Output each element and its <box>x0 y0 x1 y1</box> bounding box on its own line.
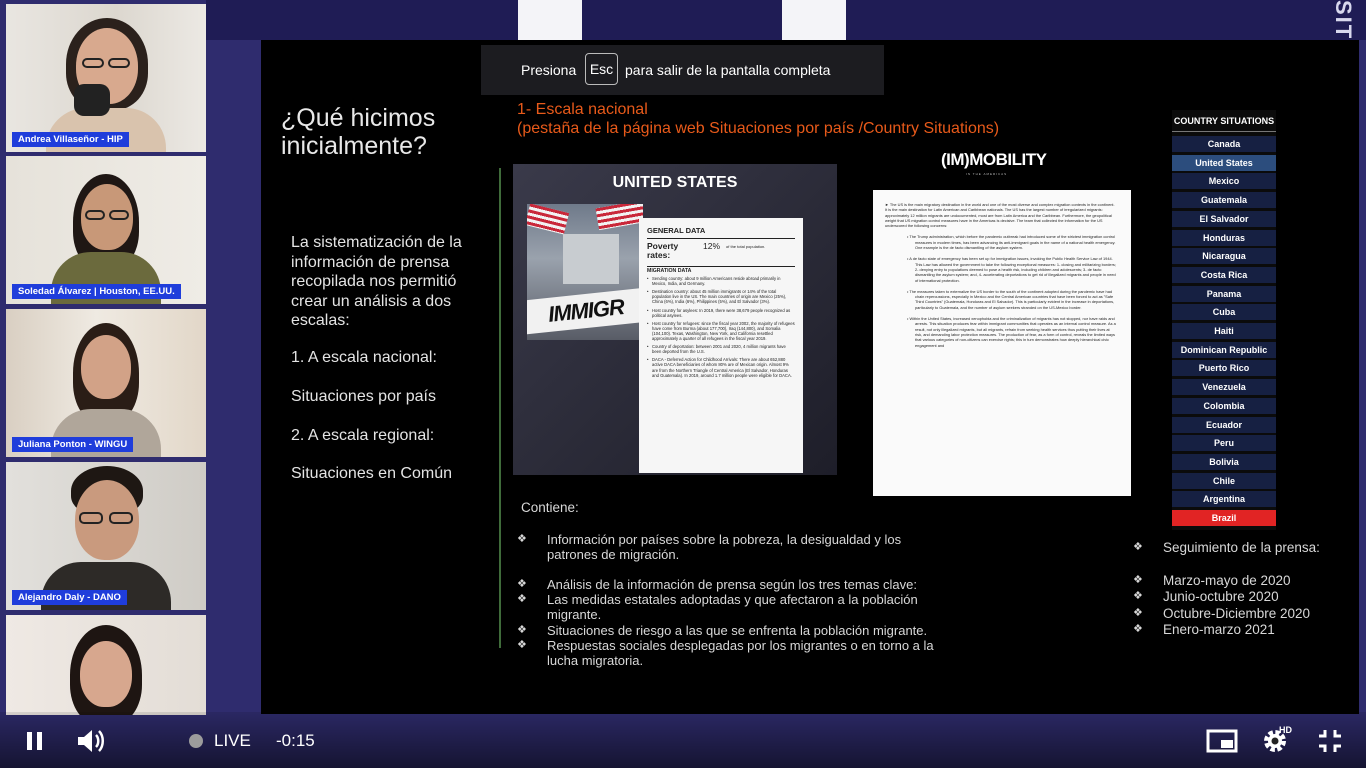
player-controls <box>0 712 1366 768</box>
contiene-list <box>517 532 977 672</box>
participant-tile[interactable] <box>6 309 206 457</box>
country-situations-panel <box>1172 110 1276 530</box>
country-item: United States <box>1172 155 1276 172</box>
volume-icon[interactable] <box>76 728 106 754</box>
live-indicator-dot <box>189 734 203 748</box>
country-item: El Salvador <box>1172 211 1276 228</box>
participant-name: Alejandro Daly - DANO <box>12 590 127 605</box>
migration-data-heading: MIGRATION DATA <box>647 266 795 274</box>
presentation-slide <box>261 40 1359 714</box>
country-item: Haiti <box>1172 323 1276 340</box>
list-item: • Host country for asylees: In 2019, there were 38,679 people recognized as political asylees. <box>647 308 795 318</box>
slide-title: ¿Qué hicimos inicialmente? <box>281 104 436 160</box>
hint-text-before: Presiona <box>521 62 577 78</box>
bullet-icon: ❖ <box>1133 574 1143 586</box>
list-item: Marzo-mayo de 2020 <box>1163 573 1291 588</box>
protest-banner: IMMIGR <box>527 287 643 334</box>
country-item: Guatemala <box>1172 192 1276 209</box>
country-item: Peru <box>1172 435 1276 452</box>
participant-video <box>46 625 166 715</box>
poverty-label: Poverty rates: <box>647 241 679 260</box>
country-item: Panama <box>1172 286 1276 303</box>
card-title: UNITED STATES <box>612 174 738 191</box>
divider-line <box>499 168 501 648</box>
list-item: Enero-marzo 2021 <box>1163 622 1275 637</box>
list-item: Las medidas estatales adoptadas y que afectaron a la población <box>547 592 918 607</box>
bullet-icon: ❖ <box>517 533 527 545</box>
country-item: Venezuela <box>1172 379 1276 396</box>
list-item: • Sending country: about 9 million Americans reside abroad primarily in Mexico, India, and Germany. <box>647 276 795 286</box>
bullet-icon: ❖ <box>517 624 527 636</box>
background-corner-text: SIT <box>1331 0 1356 40</box>
list-item: Información por países sobre la pobreza, la desigualdad y los <box>547 532 902 547</box>
hd-badge: HD <box>1279 725 1292 735</box>
participant-tile[interactable] <box>6 615 206 715</box>
list-item: • DACA - Deferred Action for Childhood Arrivals: There are about 652,880 active DACA beneficiaries of whom 80% are of Mexican origin. Almost 9% are from the Northern Triangle of Central America (El Salvador, Honduras and Guatemala). In 2019, around 1.7 million people were eligible for DACA. <box>647 357 795 377</box>
bullet-icon: ❖ <box>1133 541 1143 553</box>
list-item: • Host country for refugees: since the fiscal year 2002, the majority of refugees have come from Burma (about 177,700), Iraq (144,800), and Somalia (104,100). Texas, Washington, New York, and California resettled approximately a quarter of all refugees in the fiscal year 2019. <box>647 321 795 341</box>
participant-name: Soledad Álvarez | Houston, EE.UU. <box>12 284 181 299</box>
press-tracking-list <box>1133 540 1353 640</box>
participant-tile[interactable] <box>6 156 206 304</box>
country-item: Dominican Republic <box>1172 342 1276 359</box>
country-item: Bolivia <box>1172 454 1276 471</box>
doc-paragraph: • Within the United States, increased xenophobia and the criminalization of migrants has not stopped, nor have raids and arrests. This situation produces fear within immigrant communities that operates as an internal control measure. As a result, not only illegalized migrants, but all migrants, refrain from seeking health services thus putting their lives at risk, and demanding labor protection measures. The production of fear, as a form of control, reveals the limited ways that various categories of non-citizens can exercise rights; this in turn demonstrates how deeply hierarchical civic engagement and <box>907 316 1116 348</box>
list-item: Junio-octubre 2020 <box>1163 589 1279 604</box>
list-item: lucha migratoria. <box>547 653 644 668</box>
bullet-icon: ❖ <box>517 639 527 651</box>
participant-tile[interactable] <box>6 462 206 610</box>
country-item: Ecuador <box>1172 417 1276 434</box>
time-remaining: -0:15 <box>276 731 315 750</box>
protest-photo <box>527 204 643 340</box>
contiene-label: Contiene: <box>521 500 579 515</box>
section-heading: 1- Escala nacional <box>517 101 648 118</box>
participant-name: Andrea Villaseñor - HIP <box>12 132 129 147</box>
poverty-note: of the total population. <box>726 244 766 249</box>
list-item: Respuestas sociales desplegadas por los migrantes o en torno a la <box>547 638 934 653</box>
bullet-icon: ❖ <box>517 578 527 590</box>
list-item: Octubre-Diciembre 2020 <box>1163 606 1311 621</box>
participant-name: Juliana Ponton - WINGU <box>12 437 133 452</box>
bullet-icon: ❖ <box>1133 607 1143 619</box>
country-item: Costa Rica <box>1172 267 1276 284</box>
scale-regional-detail: Situaciones en Común <box>291 465 452 482</box>
doc-paragraph: • A de facto state of emergency has been set up for immigration issues, invoking the Public Health Service Law of 1944. This Law has allowed the government to take the following exceptional measures: 1- closing and militarizing borders; 2- denying entry to populations deemed to pose a health risk, including children and adolescents; 3- de facto dismantling the asylum system; and, 4- accelerating deportations to get rid of illegalized migrants and people in need of international protection. <box>907 256 1116 283</box>
country-text-document <box>873 190 1131 496</box>
bullet-icon: ❖ <box>1133 590 1143 602</box>
country-item: Brazil <box>1172 510 1276 527</box>
country-item: Nicaragua <box>1172 248 1276 265</box>
list-item: Análisis de la información de prensa según los tres temas clave: <box>547 577 917 592</box>
country-item: Canada <box>1172 136 1276 153</box>
country-item: Puerto Rico <box>1172 360 1276 377</box>
list-item: Situaciones de riesgo a las que se enfrenta la población migrante. <box>547 623 928 638</box>
live-label[interactable]: LIVE <box>214 731 251 750</box>
scale-national-heading: 1. A escala nacional: <box>291 349 437 366</box>
doc-paragraph: ► The US is the main migratory destination in the world and one of the most diverse and complex migration contexts in the continent. It is the main destination for Latin American and Caribbean nationals. The US has the largest number of irregularized migrants: approximately 12 million migrants are undocumented, most are from Latin America and the Caribbean. Furthermore, the geopolitical weight that US migration control measures have in the Americas is decisive. The team that collected the information for the US underscored the following concerns: <box>885 202 1115 229</box>
list-item: patrones de migración. <box>547 547 680 562</box>
doc-paragraph: • The measures taken to externalize the US border to the south of the continent adopted during the pandemic have had chain repercussions, especially in Mexico and the Central American countries that have been forced to act as "Safe Third Countries" (Guatemala, Honduras and El Salvador). This is particularly evident in the increase in deportations, particularly to Guatemala, and the number of asylum seekers stranded on the US-Mexico border. <box>907 288 1115 310</box>
exit-fullscreen-icon[interactable] <box>1318 729 1342 753</box>
general-data-heading: GENERAL DATA <box>647 226 706 235</box>
migration-data-list <box>647 276 795 378</box>
scale-regional-heading: 2. A escala regional: <box>291 427 435 444</box>
us-country-card <box>513 164 837 475</box>
hint-text-after: para salir de la pantalla completa <box>625 62 831 78</box>
pause-icon[interactable] <box>24 730 46 752</box>
background-stripe <box>518 0 582 40</box>
poverty-row <box>647 238 795 260</box>
immobility-logo: (IM)MOBILITY <box>941 150 1047 169</box>
immobility-logo-subtitle: IN THE AMERICAS <box>966 172 1008 176</box>
participant-video <box>41 466 171 610</box>
country-data-sheet <box>639 218 803 473</box>
esc-key-badge: Esc <box>585 53 618 85</box>
bullet-icon: ❖ <box>517 593 527 605</box>
background-stripe <box>782 0 846 40</box>
tracking-heading: Seguimiento de la prensa: <box>1163 540 1320 555</box>
country-item: Cuba <box>1172 304 1276 321</box>
fullscreen-exit-hint <box>481 45 884 95</box>
picture-in-picture-icon[interactable] <box>1206 729 1238 753</box>
bullet-icon: ❖ <box>1133 623 1143 635</box>
country-situations-header: COUNTRY SITUATIONS <box>1172 110 1276 132</box>
poverty-value: 12% <box>703 241 721 251</box>
list-item: migrante. <box>547 607 602 622</box>
participant-tile[interactable] <box>6 4 206 152</box>
list-item: • Country of deportation: between 2001 and 2020, 4 million migrants have been deported from the U.S. <box>647 344 795 354</box>
list-item: • Destination country: about 45 million immigrants or 14% of the total population live in the US. The main countries of origin are Mexico (25%), China (6%), India (6%), Philippines (5%), and El Salvador (3%). <box>647 289 795 304</box>
doc-paragraph: • The Trump administration, which before the pandemic outbreak had introduced some of the strictest immigration control measures in modern times, has been advancing its anti-immigrant goals in the name of a national health emergency. One example is the de facto dismantling of the asylum system. <box>907 234 1116 251</box>
section-subheading: (pestaña de la página web Situaciones por país /Country Situations) <box>517 120 1000 137</box>
country-item: Colombia <box>1172 398 1276 415</box>
country-item: Argentina <box>1172 491 1276 508</box>
country-item: Chile <box>1172 473 1276 490</box>
country-item: Mexico <box>1172 173 1276 190</box>
slide-intro-paragraph: La sistematización de la información de prensa recopilada nos permitió crear un análisis a dos escalas: <box>291 234 462 329</box>
scale-national-detail: Situaciones por país <box>291 388 436 405</box>
country-item: Honduras <box>1172 230 1276 247</box>
